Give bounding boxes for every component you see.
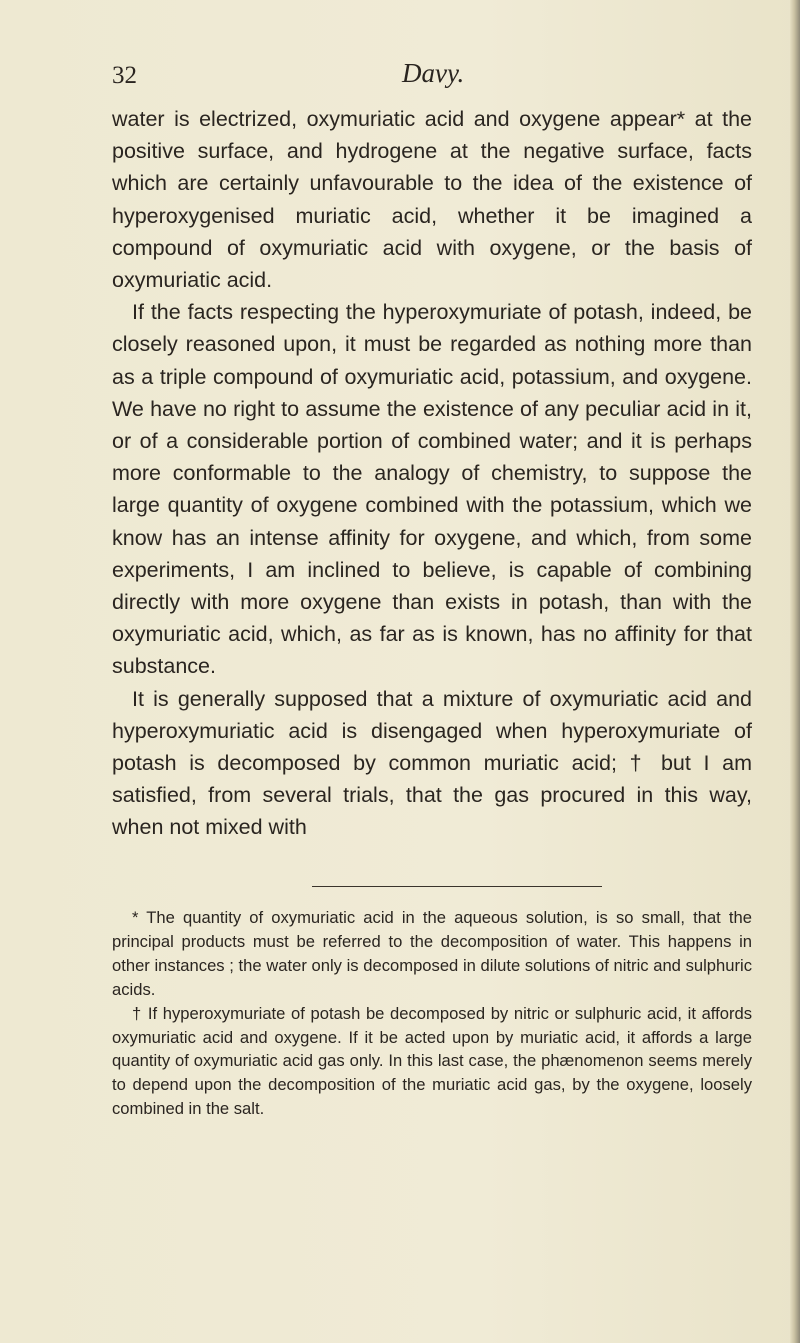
footnote: † If hyperoxymuriate of potash be decomposed by nitric or sulphuric acid, it affords oxymuriatic acid and oxygene. If it be acted upon by muriatic acid, it affords a large quantity of oxymuriatic acid gas only. In this last case, the phænomenon seems merely to depend upon the decomposition of the muriatic acid gas, by the oxygene, loosely combined in the salt. — [112, 1003, 752, 1119]
paragraph: If the facts respecting the hyperoxymuriate of potash, indeed, be closely reasoned upon, it must be regarded as nothing more than as a triple compound of oxymuriatic acid, potassium, and oxygene. We have no right to assume the existence of any peculiar acid in it, or of a considerable portion of combined water; and it is perhaps more conformable to the analogy of chemistry, to suppose the large quantity of oxygene combined with the potassium, which we know has an intense affinity for oxygene, and which, from some experiments, I am inclined to believe, is capable of combining directly with more oxygene than exists in potash, than with the oxymuriatic acid, which, as far as is known, has no affinity for that substance. — [112, 300, 752, 679]
running-head: Davy. — [402, 58, 465, 88]
main-text — [112, 103, 752, 844]
page-edge-shadow — [790, 0, 800, 1343]
paragraph: water is electrized, oxymuriatic acid and oxygene appear* at the positive surface, and hydrogene at the negative surface, facts which are certainly unfavourable to the idea of the existence of hyperoxygenised muriatic acid, whether it be imagined a compound of oxymuriatic acid with oxygene, or the basis of oxymuriatic acid. — [112, 107, 752, 293]
paragraph: It is generally supposed that a mixture of oxymuriatic acid and hyperoxymuriatic acid is disengaged when hyperoxymuriate of potash is decomposed by common muriatic acid; † but I am satisfied, from several trials, that the gas procured in this way, when not mixed with — [112, 686, 752, 840]
page-number: 32 — [112, 62, 137, 89]
footnotes — [112, 906, 752, 1121]
footnote: * The quantity of oxymuriatic acid in the aqueous solution, is so small, that the principal products must be referred to the decomposition of water. This happens in other instances ; the water only is decomposed in dilute solutions of nitric and sulphuric acids. — [112, 908, 752, 999]
footnote-divider — [312, 886, 602, 887]
page-header — [112, 58, 712, 98]
